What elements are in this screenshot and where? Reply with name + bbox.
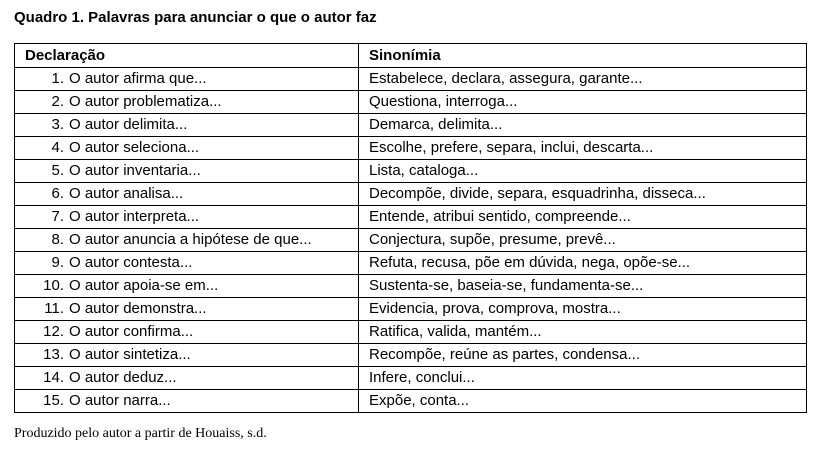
table-row [15,321,807,344]
row-number: 15. [43,392,64,409]
sinonimia-cell: Infere, conclui... [359,367,807,390]
declaracao-text: O autor seleciona... [69,139,200,156]
row-number: 13. [43,346,64,363]
row-number: 14. [43,369,64,386]
declaracao-text: O autor anuncia a hipótese de que... [69,231,312,248]
row-number: 10. [43,277,64,294]
sinonimia-cell: Recompõe, reúne as partes, condensa... [359,344,807,367]
row-number: 4. [51,139,64,156]
declaracao-cell [15,137,359,160]
sinonimia-cell: Escolhe, prefere, separa, inclui, descarta... [359,137,807,160]
table-row [15,137,807,160]
row-number: 7. [51,208,64,225]
declaracao-cell [15,252,359,275]
sinonimia-cell: Evidencia, prova, comprova, mostra... [359,298,807,321]
declaracao-cell [15,183,359,206]
declaracao-cell [15,206,359,229]
table-row [15,114,807,137]
table-row [15,252,807,275]
table-caption-title: Quadro 1. Palavras para anunciar o que o autor faz [14,9,377,26]
column-header-declaracao: Declaração [15,44,359,68]
declaracao-text: O autor interpreta... [69,208,200,225]
declaracao-cell [15,68,359,91]
declaracao-text: O autor problematiza... [69,93,222,110]
declaracao-cell [15,390,359,413]
table-row [15,68,807,91]
sinonimia-cell: Questiona, interroga... [359,91,807,114]
sinonimia-cell: Ratifica, valida, mantém... [359,321,807,344]
declaracao-cell [15,275,359,298]
row-number: 12. [43,323,64,340]
sinonimia-cell: Estabelece, declara, assegura, garante... [359,68,807,91]
declaracao-text: O autor contesta... [69,254,193,271]
declaracao-cell [15,229,359,252]
declaracao-text: O autor sintetiza... [69,346,191,363]
table-row [15,344,807,367]
sinonimia-cell: Decompõe, divide, separa, esquadrinha, disseca... [359,183,807,206]
declaracao-cell [15,367,359,390]
declaracao-cell [15,160,359,183]
declaracao-text: O autor afirma que... [69,70,207,87]
declaracao-text: O autor demonstra... [69,300,207,317]
declaracao-cell [15,298,359,321]
table-row [15,160,807,183]
column-header-sinonimia: Sinonímia [359,44,807,68]
sinonimia-cell: Expõe, conta... [359,390,807,413]
sinonimia-cell: Sustenta-se, baseia-se, fundamenta-se... [359,275,807,298]
source-note: Produzido pelo autor a partir de Houaiss, s.d. [14,426,267,441]
row-number: 2. [51,93,64,110]
synonyms-table [14,43,807,413]
sinonimia-cell: Refuta, recusa, põe em dúvida, nega, opõe-se... [359,252,807,275]
table-row [15,275,807,298]
declaracao-text: O autor apoia-se em... [69,277,219,294]
declaracao-text: O autor confirma... [69,323,194,340]
row-number: 9. [51,254,64,271]
sinonimia-cell: Demarca, delimita... [359,114,807,137]
row-number: 3. [51,116,64,133]
declaracao-text: O autor deduz... [69,369,177,386]
sinonimia-cell: Entende, atribui sentido, compreende... [359,206,807,229]
table-row [15,367,807,390]
row-number: 11. [44,300,64,317]
declaracao-text: O autor analisa... [69,185,184,202]
table-row [15,91,807,114]
declaracao-text: O autor delimita... [69,116,188,133]
declaracao-cell [15,91,359,114]
table-row [15,183,807,206]
declaracao-text: O autor inventaria... [69,162,201,179]
declaracao-cell [15,321,359,344]
table-row [15,298,807,321]
table-row [15,229,807,252]
row-number: 1. [51,70,64,87]
table-row [15,390,807,413]
table-row [15,206,807,229]
declaracao-cell [15,344,359,367]
row-number: 5. [51,162,64,179]
row-number: 8. [51,231,64,248]
table-header-row [15,44,807,68]
declaracao-cell [15,114,359,137]
sinonimia-cell: Lista, cataloga... [359,160,807,183]
sinonimia-cell: Conjectura, supõe, presume, prevê... [359,229,807,252]
row-number: 6. [51,185,64,202]
declaracao-text: O autor narra... [69,392,171,409]
